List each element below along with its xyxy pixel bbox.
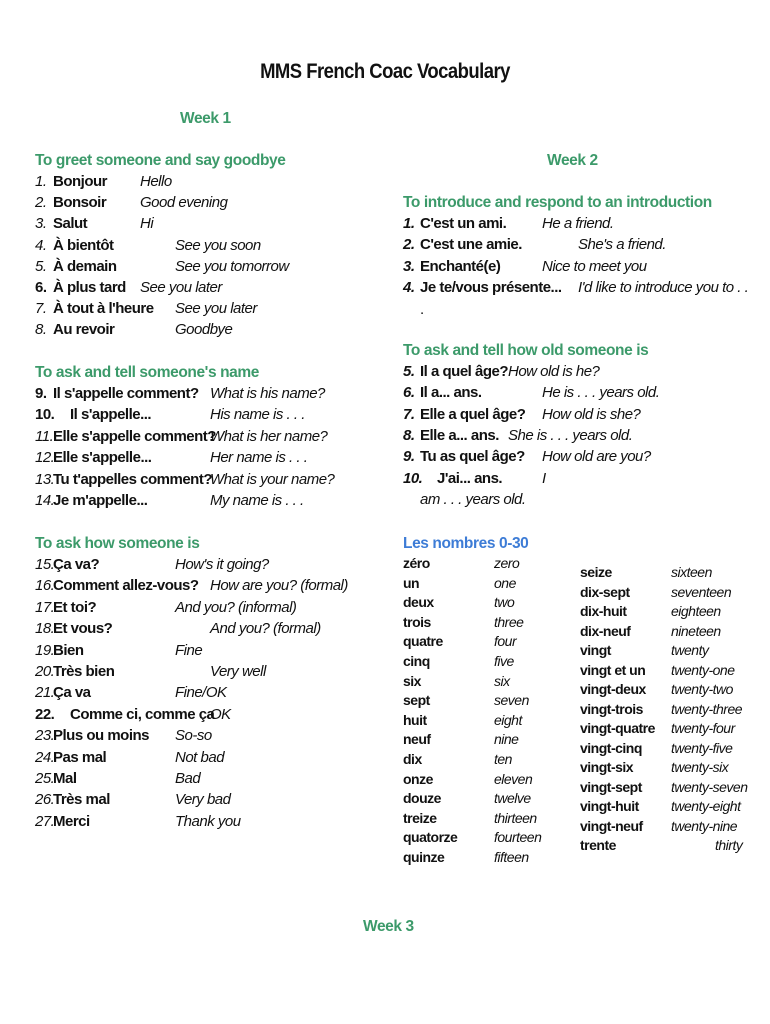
intro-item-french: C'est un ami.: [420, 215, 507, 232]
week-3-heading: Week 3: [363, 918, 414, 935]
greet-item-number: 4.: [35, 236, 47, 254]
number-word-english: sixteen: [671, 564, 712, 580]
greet-item-english: Good evening: [140, 194, 228, 212]
name-item-number: 13.: [35, 470, 55, 488]
name-item-number: 10.: [35, 406, 55, 424]
how-item-number: 21.: [35, 684, 55, 702]
number-word-english: thirteen: [494, 809, 537, 826]
number-word-english: twenty-seven: [671, 778, 748, 795]
number-word-english: two: [494, 594, 515, 611]
number-word-english: twelve: [494, 790, 531, 807]
how-item-french: Comme ci, comme ça: [70, 705, 215, 723]
number-word-french: dix-neuf: [580, 622, 631, 639]
greet-item-french: À bientôt: [53, 236, 114, 254]
age-item-french: Elle a quel âge?: [420, 405, 526, 423]
number-word-french: vingt-six: [580, 759, 634, 775]
name-item-english: My name is . . .: [210, 492, 304, 509]
greet-item-number: 7.: [35, 300, 47, 318]
greet-item-english: Hello: [140, 173, 172, 190]
number-word-french: vingt: [580, 642, 611, 658]
number-word-french: deux: [403, 594, 434, 611]
how-item-english: How are you? (formal): [210, 577, 348, 595]
how-item-english: Very bad: [175, 791, 231, 809]
intro-item-english: I'd like to introduce you to . .: [578, 278, 749, 296]
how-item-number: 27.: [35, 812, 55, 830]
number-word-french: vingt-cinq: [580, 739, 642, 756]
number-word-english: one: [494, 574, 516, 591]
greet-item-number: 2.: [35, 194, 47, 212]
intro-item-number: 2.: [403, 236, 415, 254]
greet-item-french: Bonsoir: [53, 194, 107, 212]
number-word-english: twenty-three: [671, 700, 743, 717]
number-word-french: dix: [403, 751, 422, 767]
age-heading: To ask and tell how old someone is: [403, 342, 649, 359]
number-word-french: cinq: [403, 653, 430, 669]
how-item-french: Pas mal: [53, 748, 107, 766]
age-item-english: I: [542, 469, 546, 487]
number-word-french: dix-huit: [580, 603, 627, 619]
number-word-french: trente: [580, 837, 616, 853]
number-word-english: three: [494, 613, 524, 630]
how-item-number: 20.: [35, 663, 55, 680]
age-item-number: 5.: [403, 363, 415, 380]
how-item-english: Very well: [210, 663, 266, 680]
greet-item-english: Goodbye: [175, 321, 233, 339]
how-item-english: And you? (formal): [210, 620, 321, 638]
number-word-french: un: [403, 574, 420, 591]
how-item-french: Merci: [53, 812, 90, 830]
number-word-english: seven: [494, 692, 529, 709]
name-item-english: What is his name?: [210, 385, 325, 402]
number-word-english: seventeen: [671, 583, 732, 600]
intro-item-french: Enchanté(e): [420, 257, 501, 275]
number-word-french: quatre: [403, 633, 443, 650]
number-word-english: eight: [494, 711, 522, 728]
number-word-french: quinze: [403, 849, 445, 865]
age-item-english: How old is she?: [542, 405, 641, 423]
name-item-english: What is her name?: [210, 427, 328, 445]
number-word-english: five: [494, 653, 514, 669]
number-word-french: treize: [403, 809, 437, 826]
number-word-french: zéro: [403, 555, 430, 571]
how-item-french: Ça va?: [53, 556, 100, 573]
how-item-english: Fine: [175, 641, 203, 659]
how-item-french: Plus ou moins: [53, 727, 150, 745]
greet-item-french: Bonjour: [53, 173, 107, 190]
name-item-english: His name is . . .: [210, 406, 305, 424]
age-item-number: 6.: [403, 384, 415, 402]
how-item-number: 26.: [35, 791, 55, 809]
number-word-french: vingt-deux: [580, 681, 646, 697]
number-word-french: huit: [403, 711, 427, 728]
how-item-french: Mal: [53, 770, 77, 787]
number-word-english: twenty-nine: [671, 817, 738, 834]
intro-continuation: .: [420, 301, 424, 318]
number-word-english: zero: [494, 555, 520, 571]
greet-item-number: 3.: [35, 215, 47, 233]
intro-item-english: She's a friend.: [578, 236, 666, 254]
name-item-french: Elle s'appelle comment?: [53, 427, 216, 445]
name-item-french: Elle s'appelle...: [53, 449, 152, 467]
number-word-french: seize: [580, 564, 612, 580]
greet-item-english: See you soon: [175, 236, 261, 254]
number-word-english: fourteen: [494, 829, 542, 846]
greet-item-english: See you tomorrow: [175, 257, 289, 275]
number-word-french: dix-sept: [580, 583, 630, 600]
page-title: MMS French Coac Vocabulary: [260, 60, 510, 83]
number-word-english: eighteen: [671, 603, 721, 619]
how-item-english: How's it going?: [175, 556, 269, 573]
age-item-french: Il a... ans.: [420, 384, 482, 402]
how-item-english: Fine/OK: [175, 684, 227, 702]
number-word-english: ten: [494, 751, 512, 767]
name-item-number: 9.: [35, 385, 47, 402]
how-item-number: 22.: [35, 705, 55, 723]
intro-item-number: 1.: [403, 215, 415, 232]
number-word-english: twenty-two: [671, 681, 733, 697]
intro-item-french: Je te/vous présente...: [420, 278, 562, 296]
how-item-number: 16.: [35, 577, 55, 595]
how-item-french: Très mal: [53, 791, 110, 809]
week-1-heading: Week 1: [180, 110, 231, 127]
number-word-english: twenty-four: [671, 720, 735, 736]
name-item-french: Il s'appelle...: [70, 406, 152, 424]
number-word-english: eleven: [494, 770, 533, 787]
how-item-number: 19.: [35, 641, 55, 659]
how-item-number: 25.: [35, 770, 55, 787]
number-word-english: four: [494, 633, 517, 650]
intro-heading: To introduce and respond to an introduction: [403, 194, 712, 211]
how-item-french: Ça va: [53, 684, 91, 702]
age-item-english: How old are you?: [542, 448, 651, 466]
number-word-english: twenty-eight: [671, 798, 741, 814]
number-word-french: onze: [403, 770, 433, 787]
number-word-english: twenty-six: [671, 759, 729, 775]
number-word-english: nineteen: [671, 622, 721, 639]
how-item-english: Not bad: [175, 748, 225, 766]
greet-item-french: À plus tard: [53, 279, 126, 296]
name-item-english: What is your name?: [210, 470, 335, 488]
name-item-number: 12.: [35, 449, 55, 467]
number-word-french: trois: [403, 613, 431, 630]
age-item-number: 10.: [403, 469, 423, 487]
age-item-french: Elle a... ans.: [420, 426, 499, 444]
greet-item-number: 5.: [35, 257, 47, 275]
number-word-english: nine: [494, 731, 519, 748]
how-heading: To ask how someone is: [35, 535, 200, 552]
number-word-french: neuf: [403, 731, 431, 748]
how-item-english: So-so: [175, 727, 212, 745]
number-word-french: sept: [403, 692, 430, 709]
age-item-french: J'ai... ans.: [437, 469, 503, 487]
how-item-english: Thank you: [175, 812, 241, 830]
greet-item-number: 6.: [35, 279, 47, 296]
greet-item-number: 1.: [35, 173, 47, 190]
greet-item-english: See you later: [175, 300, 257, 318]
how-item-english: OK: [210, 705, 231, 723]
number-word-french: douze: [403, 790, 441, 807]
greet-item-french: À tout à l'heure: [53, 300, 154, 318]
age-item-english: How old is he?: [508, 363, 600, 380]
week-2-heading: Week 2: [547, 152, 598, 169]
age-item-english: She is . . . years old.: [508, 426, 633, 444]
greet-heading: To greet someone and say goodbye: [35, 152, 286, 169]
age-continuation: am . . . years old.: [420, 491, 526, 508]
age-item-french: Il a quel âge?: [420, 363, 509, 380]
number-word-french: vingt-trois: [580, 700, 643, 717]
number-word-french: six: [403, 672, 421, 689]
greet-item-english: See you later: [140, 279, 222, 296]
how-item-english: Bad: [175, 770, 201, 787]
number-word-english: twenty: [671, 642, 709, 658]
how-item-english: And you? (informal): [175, 598, 297, 616]
number-word-english: thirty: [715, 837, 743, 853]
age-item-number: 7.: [403, 405, 415, 423]
intro-item-number: 4.: [403, 278, 415, 296]
name-heading: To ask and tell someone's name: [35, 364, 259, 381]
how-item-french: Bien: [53, 641, 84, 659]
age-item-french: Tu as quel âge?: [420, 448, 525, 466]
name-item-french: Il s'appelle comment?: [53, 385, 199, 402]
number-word-french: vingt-quatre: [580, 720, 655, 736]
number-word-french: vingt-sept: [580, 778, 642, 795]
how-item-number: 17.: [35, 598, 55, 616]
name-item-number: 14.: [35, 492, 55, 509]
how-item-number: 18.: [35, 620, 55, 638]
greet-item-english: Hi: [140, 215, 154, 233]
name-item-number: 11.: [35, 427, 54, 445]
how-item-number: 23.: [35, 727, 55, 745]
how-item-french: Très bien: [53, 663, 115, 680]
number-word-english: six: [494, 672, 510, 689]
how-item-french: Et toi?: [53, 598, 97, 616]
intro-item-english: Nice to meet you: [542, 257, 647, 275]
number-word-french: vingt et un: [580, 661, 646, 678]
number-word-french: vingt-neuf: [580, 817, 643, 834]
greet-item-number: 8.: [35, 321, 47, 339]
intro-item-number: 3.: [403, 257, 415, 275]
how-item-number: 24.: [35, 748, 55, 766]
name-item-french: Tu t'appelles comment?: [53, 470, 212, 488]
name-item-english: Her name is . . .: [210, 449, 308, 467]
how-item-french: Comment allez-vous?: [53, 577, 199, 595]
number-word-french: quatorze: [403, 829, 458, 846]
number-word-english: fifteen: [494, 849, 529, 865]
numbers-heading: Les nombres 0-30: [403, 535, 529, 552]
age-item-english: He is . . . years old.: [542, 384, 660, 402]
number-word-english: twenty-five: [671, 739, 733, 756]
greet-item-french: Au revoir: [53, 321, 115, 339]
age-item-number: 9.: [403, 448, 415, 466]
number-word-french: vingt-huit: [580, 798, 639, 814]
how-item-number: 15.: [35, 556, 55, 573]
name-item-french: Je m'appelle...: [53, 492, 148, 509]
greet-item-french: Salut: [53, 215, 88, 233]
number-word-english: twenty-one: [671, 661, 735, 678]
intro-item-english: He a friend.: [542, 215, 614, 232]
age-item-number: 8.: [403, 426, 415, 444]
greet-item-french: À demain: [53, 257, 117, 275]
intro-item-french: C'est une amie.: [420, 236, 522, 254]
how-item-french: Et vous?: [53, 620, 113, 638]
